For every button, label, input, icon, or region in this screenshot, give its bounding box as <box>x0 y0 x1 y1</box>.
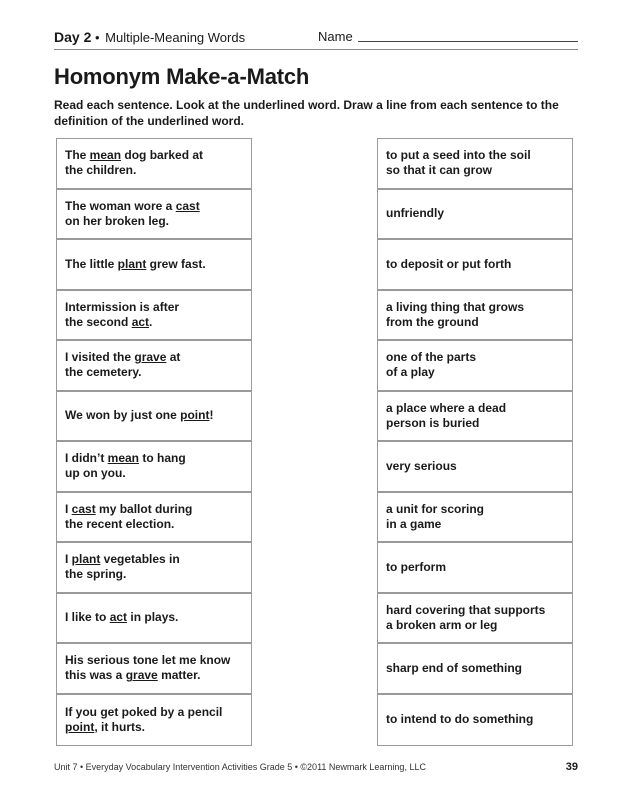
sentence-cell[interactable] <box>57 139 251 190</box>
sentence-text: If you get poked by a pencil point, it hurts. <box>65 704 223 734</box>
definition-cell[interactable] <box>378 291 572 342</box>
definition-cell[interactable] <box>378 695 572 746</box>
sentence-cell[interactable] <box>57 695 251 746</box>
definition-cell[interactable] <box>378 392 572 443</box>
sentence-cell[interactable] <box>57 594 251 645</box>
sentence-cell[interactable] <box>57 392 251 443</box>
page-footer <box>54 762 578 772</box>
page-number: 39 <box>565 761 578 773</box>
sentence-cell[interactable] <box>57 341 251 392</box>
sentence-text: I like to act in plays. <box>65 610 179 625</box>
definition-cell[interactable] <box>378 543 572 594</box>
page-title: Homonym Make-a-Match <box>54 64 310 89</box>
sentence-text: I visited the grave at the cemetery. <box>65 350 181 380</box>
sentence-text: The woman wore a cast on her broken leg. <box>65 198 200 228</box>
name-write-line[interactable] <box>358 41 578 42</box>
underlined-word: cast <box>71 501 96 516</box>
definition-text: sharp end of something <box>386 660 523 675</box>
definition-text: to intend to do something <box>386 712 534 727</box>
underlined-word: grave <box>125 668 158 683</box>
underlined-word: grave <box>134 350 167 365</box>
header-bullet: • <box>94 30 100 45</box>
underlined-word: cast <box>175 198 200 213</box>
definition-text: a unit for scoring in a game <box>386 501 485 531</box>
sentence-cell[interactable] <box>57 291 251 342</box>
definition-text: hard covering that supports a broken arm or leg <box>386 602 546 632</box>
underlined-word: plant <box>117 256 147 271</box>
definition-text: unfriendly <box>386 206 445 221</box>
sentence-cell[interactable] <box>57 442 251 493</box>
day-label: Day 2 <box>54 29 92 45</box>
definition-text: to put a seed into the soil so that it can grow <box>386 148 531 178</box>
name-field[interactable] <box>318 26 578 48</box>
footer-text: Unit 7 • Everyday Vocabulary Intervention Activities Grade 5 • ©2011 Newmark Learning, LLC <box>54 762 426 772</box>
sentence-text: We won by just one point! <box>65 408 214 423</box>
sentence-cell[interactable] <box>57 190 251 241</box>
definitions-column <box>377 138 573 746</box>
definition-cell[interactable] <box>378 240 572 291</box>
sentence-text: I plant vegetables in the spring. <box>65 552 180 582</box>
sentence-text: The little plant grew fast. <box>65 256 206 271</box>
definition-cell[interactable] <box>378 644 572 695</box>
definition-text: to deposit or put forth <box>386 256 512 271</box>
header-divider <box>54 49 578 50</box>
instructions: Read each sentence. Look at the underlined word. Draw a line from each sentence to the definition of the underlined word. <box>54 98 559 128</box>
sentence-text: I didn’t mean to hang up on you. <box>65 451 186 481</box>
definition-cell[interactable] <box>378 594 572 645</box>
underlined-word: act <box>109 610 128 625</box>
definition-text: one of the parts of a play <box>386 350 477 380</box>
definition-text: a place where a dead person is buried <box>386 400 507 430</box>
underlined-word: plant <box>71 552 101 567</box>
definition-cell[interactable] <box>378 442 572 493</box>
definition-text: very serious <box>386 458 457 473</box>
underlined-word: point <box>65 719 95 734</box>
sentence-cell[interactable] <box>57 493 251 544</box>
sentence-cell[interactable] <box>57 644 251 695</box>
underlined-word: mean <box>107 451 140 466</box>
sentence-text: The mean dog barked at the children. <box>65 148 204 178</box>
definition-cell[interactable] <box>378 190 572 241</box>
definition-text: a living thing that grows from the ground <box>386 299 524 329</box>
underlined-word: mean <box>89 148 122 163</box>
underlined-word: point <box>180 408 210 423</box>
sentences-column <box>56 138 252 746</box>
name-label: Name <box>318 29 353 44</box>
definition-cell[interactable] <box>378 139 572 190</box>
definition-cell[interactable] <box>378 493 572 544</box>
page-header <box>54 26 578 48</box>
sentence-text: His serious tone let me know this was a grave matter. <box>65 653 231 683</box>
topic-label: Multiple-Meaning Words <box>105 30 246 45</box>
sentence-cell[interactable] <box>57 543 251 594</box>
definition-text: to perform <box>386 559 446 574</box>
sentence-cell[interactable] <box>57 240 251 291</box>
sentence-text: I cast my ballot during the recent election. <box>65 501 193 531</box>
sentence-text: Intermission is after the second act. <box>65 299 180 329</box>
definition-cell[interactable] <box>378 341 572 392</box>
underlined-word: act <box>131 314 150 329</box>
